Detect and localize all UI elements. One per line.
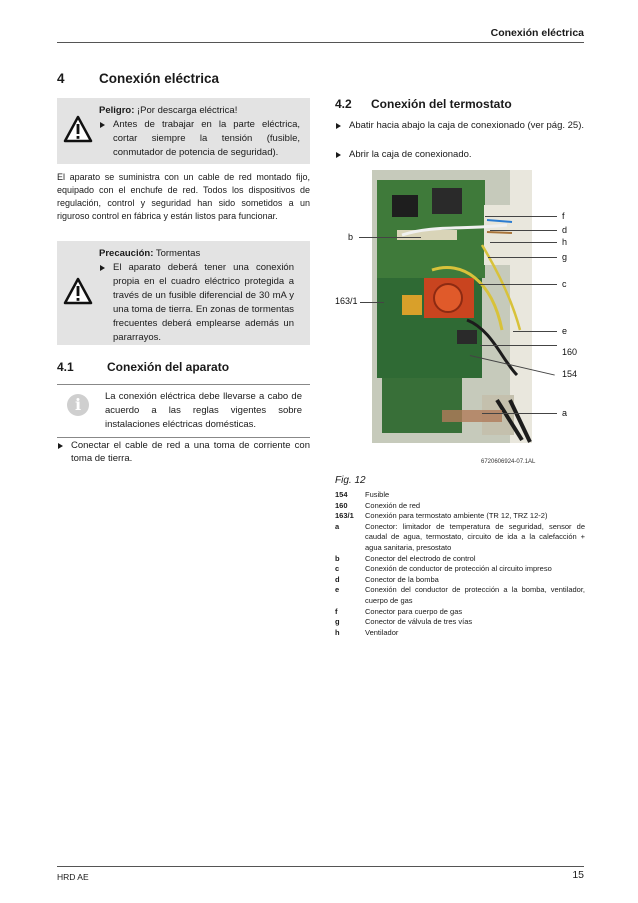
callout-b: b [348,232,354,242]
figure-label: Fig. 12 [335,475,366,486]
legend-text: Conector: limitador de temperatura de seguridad, sensor de caudal de agua, termostato, circuito de ida a la calefacción + agua sanitaria, presostato [365,521,585,552]
leader-b [359,237,421,238]
legend-text: Conexión para termostato ambiente (TR 12, TRZ 12-2) [365,511,548,521]
leader-g [488,257,557,258]
legend-row [335,501,585,512]
callout-a: a [562,408,568,418]
legend-key: a [335,521,340,531]
legend-row [335,607,585,618]
legend-text: Conector de la bomba [365,574,439,584]
callout-154: 154 [562,369,578,379]
callout-160: 160 [562,347,578,357]
section-4-number: 4 [57,71,65,86]
info-text: La conexión eléctrica debe llevarse a cabo de acuerdo a las reglas vigentes sobre instalaciones eléctricas domésticas. [105,391,302,430]
caution-bullet: El aparato deberá tener una conexión propia en el cuadro eléctrico protegida a través de un fusible diferencial de 30 mA y una toma de tierra. En zonas de tormentas frecuentes deberá emplearse además un pararrayos. [99,261,294,345]
caution-title: Precaución: [99,248,154,259]
connect-cable-bullet: Conectar el cable de red a una toma de corriente con toma de tierra. [57,439,310,465]
legend-key: d [335,574,340,584]
legend-row [335,628,585,639]
legend-text: Conexión de red [365,500,421,510]
control-board-photo [372,170,532,443]
legend-row [335,554,585,565]
header-divider [57,42,584,43]
footer-divider [57,866,584,867]
legend-text: Conexión de conductor de protección al circuito impreso [365,564,552,574]
callout-e: e [562,326,568,336]
legend-text: Conector para cuerpo de gas [365,606,463,616]
legend-key: 163/1 [335,511,354,521]
callout-f: f [562,211,565,221]
lower-box-bullet: Abatir hacia abajo la caja de conexionado (ver pág. 25). [335,119,585,132]
info-icon: i [67,394,89,416]
leader-d [490,230,557,231]
danger-notice [57,98,310,164]
legend-row [335,511,585,522]
callout-163-1: 163/1 [335,296,358,306]
legend-key: g [335,617,340,627]
section-4-title: Conexión eléctrica [99,71,220,86]
legend-key: 154 [335,490,348,499]
danger-title: Peligro: [99,105,135,116]
figure-legend [335,490,585,638]
figure-image-code: 6720606924-07.1AL [481,459,536,465]
leader-163-1 [360,302,384,303]
section-4-1-number: 4.1 [57,360,74,374]
danger-heading [99,104,300,118]
legend-text: Conexión del conductor de protección a la bomba, ventilador, cuerpo de gas [365,585,585,605]
running-header-title: Conexión eléctrica [490,27,584,39]
legend-key: f [335,606,338,616]
legend-row [335,490,585,501]
leader-a [482,413,557,414]
callout-c: c [562,279,567,289]
section-4-2-number: 4.2 [335,97,352,111]
legend-key: c [335,564,340,574]
leader-e [513,331,557,332]
caution-triangle-icon [63,277,93,305]
page-number: 15 [572,869,584,881]
legend-row [335,617,585,628]
leader-f [485,216,557,217]
legend-text: Conector de válvula de tres vías [365,617,473,627]
legend-key: e [335,585,340,595]
legend-text: Fusible [365,490,390,499]
legend-row [335,522,585,554]
open-box-bullet: Abrir la caja de conexionado. [335,148,585,161]
legend-key: h [335,627,340,637]
legend-row [335,564,585,575]
legend-row [335,575,585,586]
section-4-1-title: Conexión del aparato [107,360,230,374]
section-4-2-title: Conexión del termostato [371,97,512,111]
intro-paragraph: El aparato se suministra con un cable de red montado fijo, equipado con el enchufe de red. Todos los dispositivos de regulación, control y seguridad han sido sometidos a un riguroso control en fábrica y están listos para funcionar. [57,172,310,221]
caution-notice [57,241,310,345]
leader-160 [480,345,557,346]
legend-text: Ventilador [365,627,399,637]
legend-key: b [335,553,340,563]
warning-triangle-icon [63,115,93,143]
legend-key: 160 [335,500,348,510]
info-notice [57,384,310,438]
danger-title-rest: ¡Por descarga eléctrica! [134,105,238,116]
legend-row [335,585,585,606]
leader-c [478,284,557,285]
legend-text: Conector del electrodo de control [365,553,476,563]
danger-bullet: Antes de trabajar en la parte eléctrica, cortar siempre la tensión (fusible, conmutador de potencia de seguridad). [99,118,300,160]
leader-h [490,242,557,243]
callout-h: h [562,237,568,247]
caution-title-rest: Tormentas [153,248,201,259]
callout-g: g [562,252,568,262]
caution-heading [99,247,294,261]
footer-model: HRD AE [57,872,89,882]
callout-d: d [562,225,568,235]
